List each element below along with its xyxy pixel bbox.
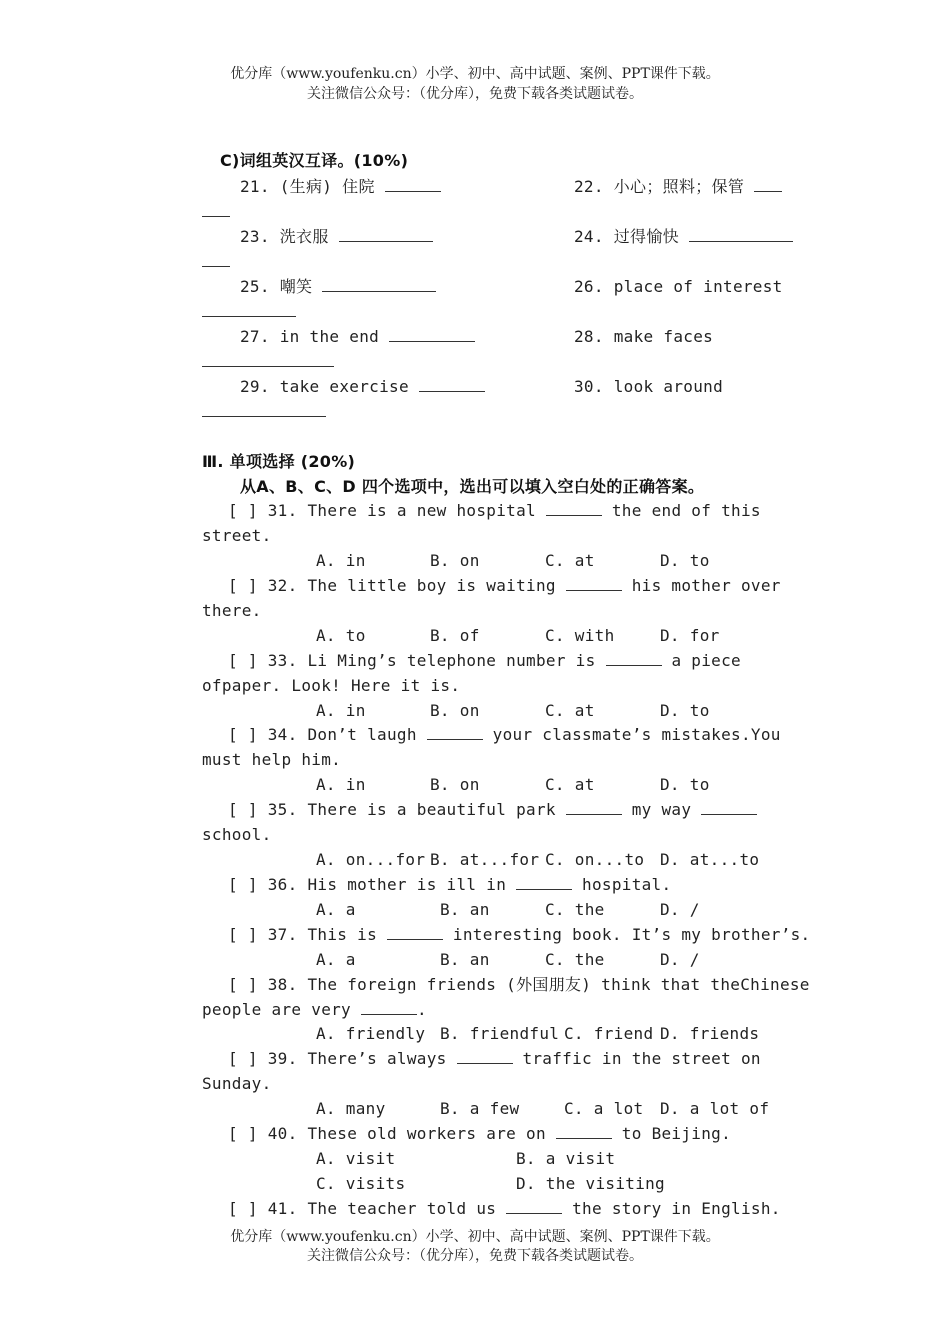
option-a: A. in	[316, 775, 366, 794]
answer-blank[interactable]	[546, 499, 602, 516]
option-b: B. of	[430, 626, 480, 645]
question-33-cont: ofpaper. Look! Here it is.	[202, 676, 461, 695]
answer-blank[interactable]	[606, 649, 662, 666]
option-c: C. a lot	[564, 1099, 644, 1118]
option-d: D. to	[660, 701, 710, 720]
question-38-cont: people are very .	[202, 1000, 427, 1019]
phrase-item-29: 29. take exercise	[240, 375, 485, 399]
option-c: C. visits	[316, 1174, 406, 1193]
option-d: D. at...to	[660, 850, 760, 869]
option-d: D. friends	[660, 1024, 760, 1043]
question-39-cont: Sunday.	[202, 1074, 272, 1093]
answer-blank[interactable]	[339, 225, 433, 242]
question-31: [ ] 31. There is a new hospital the end of this	[228, 501, 761, 520]
answer-blank[interactable]	[754, 175, 782, 192]
answer-blank[interactable]	[689, 225, 793, 242]
answer-bracket[interactable]: [ ]	[228, 1124, 258, 1143]
answer-blank[interactable]	[566, 574, 622, 591]
option-b: B. a visit	[516, 1149, 616, 1168]
option-a: A. many	[316, 1099, 386, 1118]
question-35: [ ] 35. There is a beautiful park my way	[228, 798, 757, 822]
answer-blank[interactable]	[385, 175, 441, 192]
section-iii-title: Ⅲ. 单项选择 (20%)	[202, 452, 356, 471]
section-c-title: C)词组英汉互译。(10%)	[220, 151, 409, 170]
answer-blank-continued[interactable]	[202, 250, 230, 274]
answer-blank-continued[interactable]	[202, 400, 326, 424]
option-c: C. at	[545, 775, 595, 794]
answer-blank[interactable]	[427, 723, 483, 740]
answer-bracket[interactable]: [ ]	[228, 1049, 258, 1068]
option-d: D. /	[660, 900, 700, 919]
answer-blank[interactable]	[516, 873, 572, 890]
option-b: B. on	[430, 701, 480, 720]
option-a: A. a	[316, 900, 356, 919]
option-d: D. to	[660, 551, 710, 570]
option-a: A. on...for	[316, 850, 426, 869]
option-c: C. with	[545, 626, 615, 645]
answer-bracket[interactable]: [ ]	[228, 651, 258, 670]
question-36: [ ] 36. His mother is ill in hospital.	[228, 875, 672, 894]
option-c: C. at	[545, 701, 595, 720]
answer-blank[interactable]	[387, 923, 443, 940]
phrase-item-25: 25. 嘲笑	[240, 275, 436, 299]
phrase-item-26: 26. place of interest	[574, 277, 783, 296]
option-d: D. a lot of	[660, 1099, 770, 1118]
answer-blank-continued[interactable]	[202, 200, 230, 224]
option-b: B. an	[440, 900, 490, 919]
answer-bracket[interactable]: [ ]	[228, 1199, 258, 1218]
phrase-item-30: 30. look around	[574, 377, 724, 396]
option-b: B. on	[430, 551, 480, 570]
question-34: [ ] 34. Don’t laugh your classmate’s mistakes.You	[228, 725, 781, 744]
section-iii-instruction: 从A、B、C、D 四个选项中，选出可以填入空白处的正确答案。	[240, 477, 705, 496]
answer-blank[interactable]	[457, 1047, 513, 1064]
option-c: C. at	[545, 551, 595, 570]
answer-blank[interactable]	[361, 998, 417, 1015]
option-b: B. an	[440, 950, 490, 969]
page-footer-line2: 关注微信公众号：（优分库），免费下载各类试题试卷。	[307, 1248, 643, 1264]
page-header-line1: 优分库（www.youfenku.cn）小学、初中、高中试题、案例、PPT课件下载。	[230, 66, 720, 82]
answer-blank[interactable]	[389, 325, 475, 342]
option-c: C. friend	[564, 1024, 654, 1043]
answer-bracket[interactable]: [ ]	[228, 725, 258, 744]
question-38: [ ] 38. The foreign friends (外国朋友) think that theChinese	[228, 975, 810, 994]
option-b: B. a few	[440, 1099, 520, 1118]
answer-blank[interactable]	[701, 798, 757, 815]
answer-bracket[interactable]: [ ]	[228, 975, 258, 994]
option-a: A. a	[316, 950, 356, 969]
answer-blank[interactable]	[322, 275, 436, 292]
question-41: [ ] 41. The teacher told us the story in English.	[228, 1199, 781, 1218]
answer-blank-continued[interactable]	[202, 300, 296, 324]
answer-blank[interactable]	[506, 1197, 562, 1214]
answer-bracket[interactable]: [ ]	[228, 576, 258, 595]
answer-blank-continued[interactable]	[202, 350, 334, 374]
option-b: B. at...for	[430, 850, 540, 869]
answer-bracket[interactable]: [ ]	[228, 925, 258, 944]
answer-blank[interactable]	[566, 798, 622, 815]
question-32: [ ] 32. The little boy is waiting his mother over	[228, 576, 781, 595]
answer-bracket[interactable]: [ ]	[228, 501, 258, 520]
question-33: [ ] 33. Li Ming’s telephone number is a piece	[228, 651, 741, 670]
answer-blank[interactable]	[419, 375, 485, 392]
answer-blank[interactable]	[556, 1122, 612, 1139]
phrase-item-28: 28. make faces	[574, 327, 714, 346]
page-header-line2: 关注微信公众号：（优分库），免费下载各类试题试卷。	[307, 86, 643, 102]
option-c: C. on...to	[545, 850, 645, 869]
option-d: D. the visiting	[516, 1174, 665, 1193]
option-b: B. on	[430, 775, 480, 794]
question-34-cont: must help him.	[202, 750, 342, 769]
question-35-cont: school.	[202, 825, 272, 844]
answer-bracket[interactable]: [ ]	[228, 875, 258, 894]
question-32-cont: there.	[202, 601, 262, 620]
option-a: A. visit	[316, 1149, 396, 1168]
option-a: A. to	[316, 626, 366, 645]
phrase-item-24: 24. 过得愉快	[574, 225, 793, 249]
option-c: C. the	[545, 900, 605, 919]
phrase-item-23: 23. 洗衣服	[240, 225, 433, 249]
question-31-cont: street.	[202, 526, 272, 545]
option-d: D. to	[660, 775, 710, 794]
phrase-item-22: 22. 小心；照料；保管	[574, 175, 782, 199]
option-d: D. for	[660, 626, 720, 645]
option-a: A. in	[316, 551, 366, 570]
question-39: [ ] 39. There’s always traffic in the street on	[228, 1049, 761, 1068]
option-a: A. in	[316, 701, 366, 720]
question-40: [ ] 40. These old workers are on to Beijing.	[228, 1124, 732, 1143]
phrase-item-27: 27. in the end	[240, 325, 475, 349]
option-c: C. the	[545, 950, 605, 969]
option-a: A. friendly	[316, 1024, 426, 1043]
option-d: D. /	[660, 950, 700, 969]
phrase-item-21: 21. (生病) 住院	[240, 175, 441, 199]
option-b: B. friendful	[440, 1024, 560, 1043]
page-footer-line1: 优分库（www.youfenku.cn）小学、初中、高中试题、案例、PPT课件下载。	[230, 1229, 720, 1245]
answer-bracket[interactable]: [ ]	[228, 800, 258, 819]
question-37: [ ] 37. This is interesting book. It’s my brother’s.	[228, 925, 811, 944]
